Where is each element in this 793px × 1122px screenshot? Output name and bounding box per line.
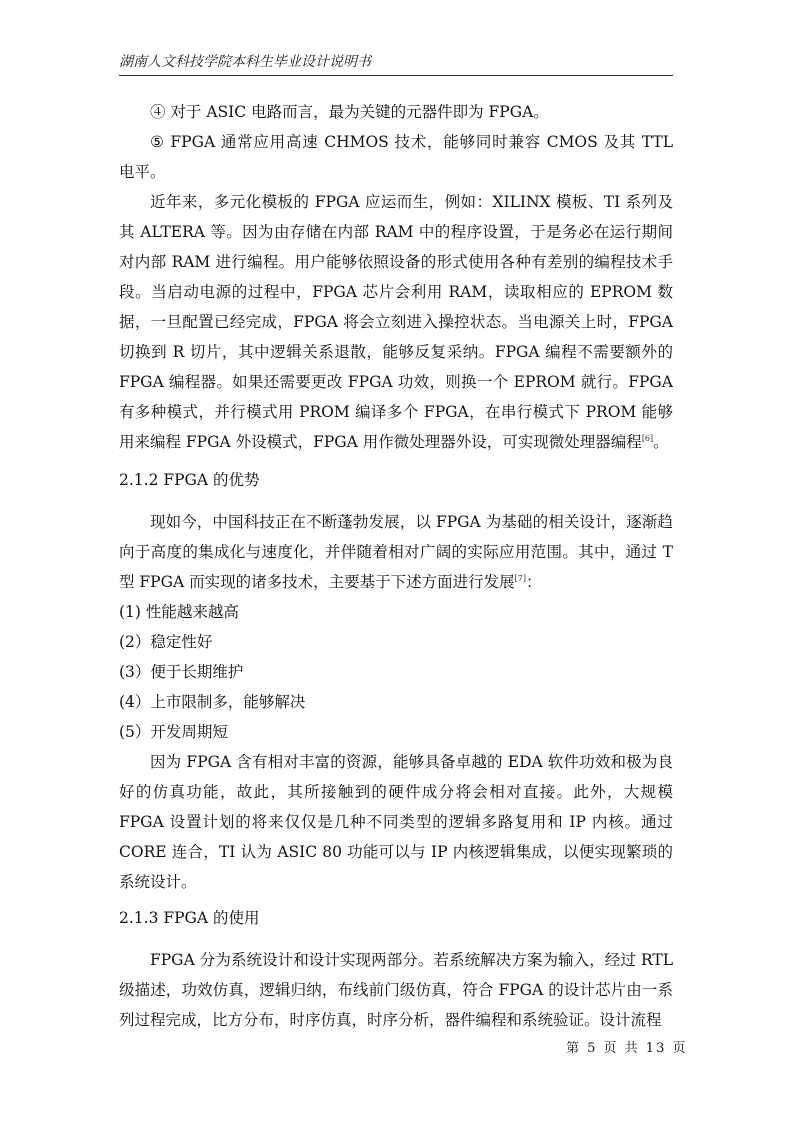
citation-7: [7] [514, 573, 526, 583]
page-body [119, 97, 673, 1035]
header-divider [119, 75, 673, 76]
paragraph-end: ： [525, 573, 542, 591]
advantage-item-2: (2）稳定性好 [119, 633, 213, 651]
advantage-item-4: (4）上市限制多，能够解决 [119, 693, 306, 711]
page-number: 第 5 页 共 13 页 [566, 1041, 688, 1056]
section-heading-2-1-3: 2.1.3 FPGA 的使用 [119, 909, 260, 927]
list-item-5: ⑤ FPGA 通常应用高速 CHMOS 技术，能够同时兼容 CMOS 及其 TTL 电平。 [119, 133, 673, 181]
paragraph-end: 。 [653, 433, 669, 451]
section-heading-2-1-2: 2.1.2 FPGA 的优势 [119, 471, 260, 489]
paragraph-fpga-usage: FPGA 分为系统设计和设计实现两部分。若系统解决方案为输入，经过 RTL 级描述，功效仿真，逻辑归纳，布线前门级仿真，符合 FPGA 的设计芯片由一系列过程完成，比方分布，时序仿真，时序分析，器件编程和系统验证。设计流程 [119, 951, 673, 1029]
advantage-item-1: (1) 性能越来越高 [119, 603, 239, 621]
running-header: 湖南人文科技学院本科生毕业设计说明书 [119, 54, 371, 70]
citation-6: [6] [641, 433, 654, 443]
paragraph-fpga-advantages [119, 507, 673, 597]
paragraph-text: 现如今，中国科技正在不断蓬勃发展，以 FPGA 为基础的相关设计，逐渐趋向于高度的集成化与速度化，并伴随着相对广阔的实际应用范围。其中，通过 T 型 FPGA 而实现的诸多技术，主要基于下述方面进行发展 [119, 513, 673, 591]
paragraph-fpga-resources: 因为 FPGA 含有相对丰富的资源，能够具备卓越的 EDA 软件功效和极为良好的仿真功能，故此，其所接触到的硬件成分将会相对直接。此外，大规模 FPGA 设置计划的将来仅仅是几种不同类型的逻辑多路复用和 IP 内核。通过 CORE 连合，TI 认为 ASIC 80 功能可以与 IP 内核逻辑集成，以便实现繁琐的系统设计。 [119, 753, 673, 891]
paragraph-fpga-templates [119, 187, 673, 457]
advantage-item-3: (3）便于长期维护 [119, 663, 244, 681]
paragraph-text: 近年来，多元化模板的 FPGA 应运而生，例如：XILINX 模板、TI 系列及其 ALTERA 等。因为由存储在内部 RAM 中的程序设置，于是务必在运行期间对内部 RAM 进行编程。用户能够依照设备的形式使用各种有差别的编程技术手段。当启动电源的过程中，FPGA 芯片会利用 RAM，读取相应的 EPROM 数据，一旦配置已经完成，FPGA 将会立刻进入操控状态。当电源关上时，FPGA 切换到 R 切片，其中逻辑关系退散，能够反复采纳。FPGA 编程不需要额外的 FPGA 编程器。如果还需要更改 FPGA 功效，则换一个 EPROM 就行。FPGA 有多种模式，并行模式用 PROM 编译多个 FPGA，在串行模式下 PROM 能够用来编程 FPGA 外设模式，FPGA 用作微处理器外设，可实现微处理器编程 [119, 193, 673, 451]
list-item-4: ④ 对于 ASIC 电路而言，最为关键的元器件即为 FPGA。 [150, 103, 549, 121]
advantage-item-5: (5）开发周期短 [119, 723, 228, 741]
